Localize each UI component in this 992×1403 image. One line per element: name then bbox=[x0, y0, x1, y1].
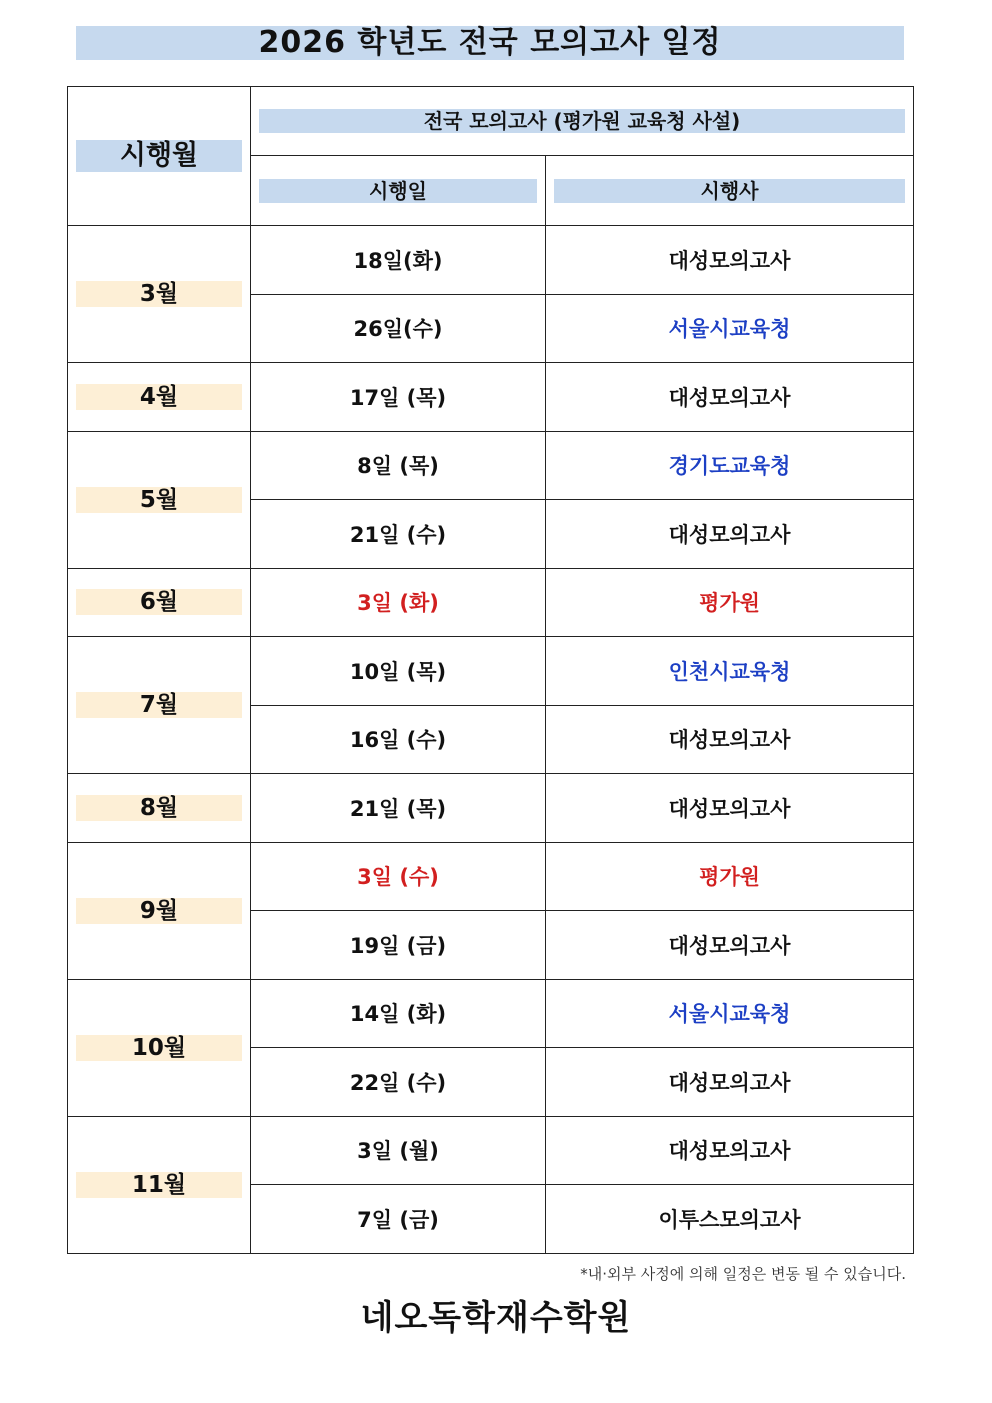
exam-date: 26일(수) bbox=[251, 294, 546, 363]
month-label: 11월 bbox=[76, 1172, 242, 1198]
exam-date: 18일(화) bbox=[251, 226, 546, 295]
exam-organizer: 서울시교육청 bbox=[546, 979, 914, 1048]
exam-date: 21일 (목) bbox=[251, 774, 546, 843]
exam-organizer: 대성모의고사 bbox=[546, 911, 914, 980]
schedule-row bbox=[68, 774, 914, 843]
exam-organizer: 대성모의고사 bbox=[546, 226, 914, 295]
header-group-cell bbox=[251, 87, 914, 156]
exam-date: 17일 (목) bbox=[251, 363, 546, 432]
schedule-row bbox=[68, 431, 914, 500]
exam-date: 3일 (월) bbox=[251, 1116, 546, 1185]
header-group: 전국 모의고사 (평가원 교육청 사설) bbox=[259, 109, 905, 133]
month-label: 6월 bbox=[76, 589, 242, 615]
month-cell bbox=[68, 568, 251, 637]
header-row bbox=[68, 87, 914, 156]
exam-organizer: 대성모의고사 bbox=[546, 1048, 914, 1117]
header-org-cell bbox=[546, 156, 914, 226]
month-label: 7월 bbox=[76, 692, 242, 718]
exam-organizer: 평가원 bbox=[546, 568, 914, 637]
exam-organizer: 경기도교육청 bbox=[546, 431, 914, 500]
month-cell bbox=[68, 842, 251, 979]
exam-organizer: 대성모의고사 bbox=[546, 363, 914, 432]
exam-date: 14일 (화) bbox=[251, 979, 546, 1048]
schedule-row bbox=[68, 226, 914, 295]
schedule-row bbox=[68, 842, 914, 911]
schedule-table bbox=[67, 86, 914, 1254]
exam-date: 3일 (화) bbox=[251, 568, 546, 637]
header-month-cell bbox=[68, 87, 251, 226]
month-cell bbox=[68, 1116, 251, 1253]
exam-date: 22일 (수) bbox=[251, 1048, 546, 1117]
month-label: 8월 bbox=[76, 795, 242, 821]
exam-organizer: 인천시교육청 bbox=[546, 637, 914, 706]
month-cell bbox=[68, 363, 251, 432]
exam-organizer: 대성모의고사 bbox=[546, 1116, 914, 1185]
month-cell bbox=[68, 979, 251, 1116]
exam-date: 7일 (금) bbox=[251, 1185, 546, 1254]
exam-date: 10일 (목) bbox=[251, 637, 546, 706]
schedule-row bbox=[68, 1116, 914, 1185]
schedule-note: *내·외부 사정에 의해 일정은 변동 될 수 있습니다. bbox=[580, 1265, 906, 1283]
exam-date: 8일 (목) bbox=[251, 431, 546, 500]
month-label: 3월 bbox=[76, 281, 242, 307]
month-label: 9월 bbox=[76, 898, 242, 924]
month-label: 10월 bbox=[76, 1035, 242, 1061]
academy-name: 네오독학재수학원 bbox=[360, 1298, 632, 1338]
month-cell bbox=[68, 431, 251, 568]
exam-organizer: 이투스모의고사 bbox=[546, 1185, 914, 1254]
page-title: 2026 학년도 전국 모의고사 일정 bbox=[76, 26, 904, 60]
schedule-row bbox=[68, 979, 914, 1048]
header-date-cell bbox=[251, 156, 546, 226]
exam-date: 16일 (수) bbox=[251, 705, 546, 774]
exam-organizer: 대성모의고사 bbox=[546, 705, 914, 774]
exam-date: 21일 (수) bbox=[251, 500, 546, 569]
schedule-row bbox=[68, 363, 914, 432]
schedule-row bbox=[68, 637, 914, 706]
schedule-body bbox=[68, 87, 914, 1254]
schedule-row bbox=[68, 568, 914, 637]
header-org: 시행사 bbox=[554, 179, 905, 203]
header-month: 시행월 bbox=[76, 140, 242, 172]
exam-organizer: 평가원 bbox=[546, 842, 914, 911]
exam-organizer: 대성모의고사 bbox=[546, 500, 914, 569]
month-cell bbox=[68, 637, 251, 774]
month-cell bbox=[68, 226, 251, 363]
header-date: 시행일 bbox=[259, 179, 537, 203]
exam-organizer: 서울시교육청 bbox=[546, 294, 914, 363]
exam-date: 3일 (수) bbox=[251, 842, 546, 911]
month-label: 4월 bbox=[76, 384, 242, 410]
month-label: 5월 bbox=[76, 487, 242, 513]
exam-date: 19일 (금) bbox=[251, 911, 546, 980]
month-cell bbox=[68, 774, 251, 843]
exam-organizer: 대성모의고사 bbox=[546, 774, 914, 843]
